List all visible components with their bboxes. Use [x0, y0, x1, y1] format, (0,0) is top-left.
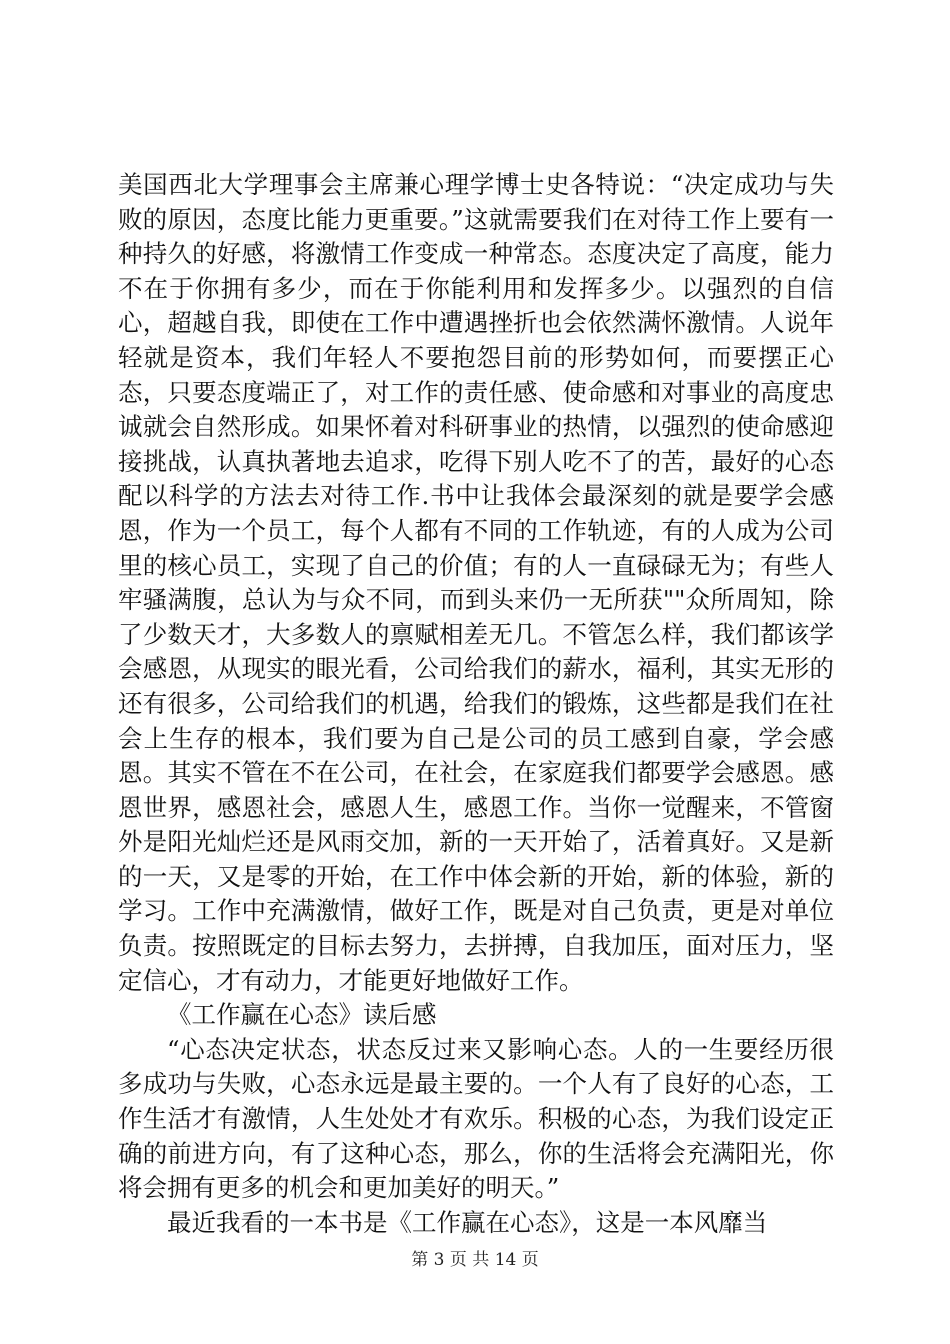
section-heading: 《工作赢在心态》读后感 — [167, 1000, 437, 1030]
page-number-footer: 第 3 页 共 14 页 — [411, 1250, 539, 1270]
paragraph-3: 最近我看的一本书是《工作赢在心态》，这是一本风靡当 — [167, 1207, 768, 1237]
paragraph-2: “心态决定状态，状态反过来又影响心态。人的一生要经历很多成功与失败，心态永远是最主要的。一个人有了良好的心态，工作生活才有激情，人生处处才有欢乐。积极的心态，为我们设定正确的前进方向，有了这种心态，那么，你的生活将会充满阳光，你将会拥有更多的机会和更加美好的明天。” — [118, 1034, 834, 1203]
document-body — [118, 168, 834, 1240]
paragraph-1: 美国西北大学理事会主席兼心理学博士史各特说：“决定成功与失败的原因，态度比能力更重要。”这就需要我们在对待工作上要有一种持久的好感，将激情工作变成一种常态。态度决定了高度，能力不在于你拥有多少，而在于你能利用和发挥多少。以强烈的自信心，超越自我，即使在工作中遭遇挫折也会依然满怀激情。人说年轻就是资本，我们年轻人不要抱怨目前的形势如何，而要摆正心态，只要态度端正了，对工作的责任感、使命感和对事业的高度忠诚就会自然形成。如果怀着对科研事业的热情，以强烈的使命感迎接挑战，认真执著地去追求，吃得下别人吃不了的苦，最好的心态配以科学的方法去对待工作.书中让我体会最深刻的就是要学会感恩，作为一个员工，每个人都有不同的工作轨迹，有的人成为公司里的核心员工，实现了自己的价值；有的人一直碌碌无为；有些人牢骚满腹，总认为与众不同，而到头来仍一无所获""众所周知，除了少数天才，大多数人的禀赋相差无几。不管怎么样，我们都该学会感恩，从现实的眼光看，公司给我们的薪水，福利，其实无形的还有很多，公司给我们的机遇，给我们的锻炼，这些都是我们在社会上生存的根本，我们要为自己是公司的员工感到自豪，学会感恩。其实不管在不在公司，在社会，在家庭我们都要学会感恩。感恩世界，感恩社会，感恩人生，感恩工作。当你一觉醒来，不管窗外是阳光灿烂还是风雨交加，新的一天开始了，活着真好。又是新的一天，又是零的开始，在工作中体会新的开始，新的体验，新的学习。工作中充满激情，做好工作，既是对自己负责，更是对单位负责。按照既定的目标去努力，去拼搏，自我加压，面对压力，坚定信心，才有动力，才能更好地做好工作。 — [118, 170, 834, 995]
